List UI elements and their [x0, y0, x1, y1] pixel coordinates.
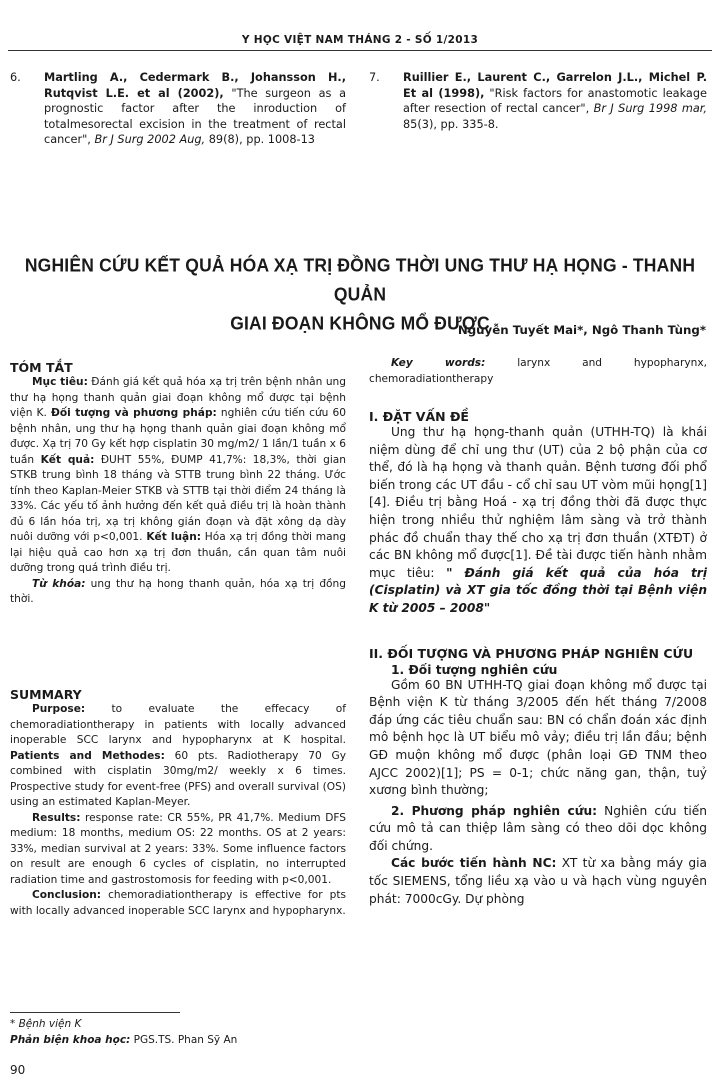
patients-methods-label: Patients and Methodes: [10, 749, 165, 762]
keywords-en-text: larynx and hypopharynx, chemoradiationtherapy [369, 357, 707, 385]
footnote-reviewer [10, 1034, 237, 1046]
reference-pages: 89(8), pp. 1008-13 [205, 133, 315, 146]
intro-heading: I. ĐẶT VẤN ĐỀ [369, 409, 469, 424]
intro-paragraph [369, 424, 707, 618]
abstract-en-conclusion [10, 888, 346, 919]
objective-label: Mục tiêu: [32, 376, 88, 388]
conclusion-label: Kết luận: [146, 531, 201, 543]
keywords-en [369, 356, 707, 387]
reference-authors: Ruillier E., Laurent C., Garrelon J.L., Michel P. Et al (1998), [403, 71, 707, 100]
methods-paragraph-2 [369, 803, 707, 856]
patients-methods-text: 60 pts. Radiotherapy 70 Gy combined with cisplatin 30mg/m2/ weekly x 6 times. Prospective study for event-free (PFS) and overall survival (OS) using an estimated Kaplan-Meyer. [10, 749, 346, 808]
abstract-vi-body [10, 375, 346, 577]
abstract-en-results [10, 811, 346, 889]
reviewer-name: PGS.TS. Phan Sỹ An [130, 1034, 238, 1046]
keywords-vi [10, 577, 346, 608]
results-en-text: response rate: CR 55%, PR 41,7%. Medium DFS medium: 18 months, medium OS: 22 months. OS at 2 years: 33%, median survival at 2 years: 33%. Some influence factors on result are enough 6 cycles of cisplatin, no interrupted radiation time and gastrostomosis for feeding with p<0,001. [10, 811, 346, 886]
running-header: Y HỌC VIỆT NAM THÁNG 2 - SỐ 1/2013 [241, 34, 479, 46]
reference-authors: Martling A., Cedermark B., Johansson H., Rutqvist L.E. et al (2002), [44, 71, 346, 100]
methods-heading: II. ĐỐI TƯỢNG VÀ PHƯƠNG PHÁP NGHIÊN CỨU [369, 645, 694, 661]
methods-subheading-2: 2. Phương pháp nghiên cứu: [391, 803, 597, 818]
header-rule [8, 50, 712, 51]
results-en-label: Results: [32, 811, 81, 824]
abstract-en [10, 687, 346, 919]
keywords-en-label: Key words: [391, 357, 486, 369]
footnote-rule [10, 1012, 180, 1013]
methods-paragraph-3 [369, 855, 707, 908]
reviewer-label: Phản biện khoa học: [10, 1034, 131, 1046]
article-title-line-1: NGHIÊN CỨU KẾT QUẢ HÓA XẠ TRỊ ĐỒNG THỜI UNG THƯ HẠ HỌNG - THANH QUẢN [24, 254, 696, 305]
abstract-en-heading: SUMMARY [10, 687, 82, 702]
article-authors: Nguyễn Tuyết Mai*, Ngô Thanh Tùng* [457, 323, 706, 337]
keywords-vi-label: Từ khóa: [32, 577, 86, 590]
methods-paragraph-2-text: Nghiên cứu tiến cứu mô tả can thiệp lâm sàng có theo dõi dọc không đối chứng. [369, 803, 707, 853]
reference-journal: Br J Surg 1998 mar, [593, 102, 707, 115]
steps-label: Các bước tiến hành NC: [391, 856, 557, 871]
abstract-en-purpose [10, 702, 346, 811]
keywords-vi-text: ung thư hạ hong thanh quản, hóa xạ trị đồng thời. [10, 577, 346, 605]
reference-journal: Br J Surg 2002 Aug, [94, 133, 206, 146]
intro-text: Ung thư hạ họng-thanh quản (UTHH-TQ) là khái niệm dùng để chỉ ung thư (UT) của 2 bộ phận của cơ thể, đó là hạ họng và thanh quản. Bệnh tương đối phổ biến trong các UT đầu - cổ chỉ sau UT vòm mũi họng[1][4]. Điều trị bằng Hoá - xạ trị đồng thời đã được thực hiện trong nhiều thử nghiệm lâm sàng và trở thành phác đồ chuẩn thay thế cho xạ trị đơn thuần (XTĐT) ở các BN không mổ được[1]. Đề tài được tiến hành nhằm mục tiêu: [369, 425, 707, 580]
results-text: ĐUHT 55%, ĐUMP 41,7%: 18,3%, thời gian STKB trung bình 18 tháng và STTB trung bình 22 tháng. Ước tính theo Kaplan-Meier STKB và STTB tại thời điểm 24 tháng là 33%. Các yếu tố ảnh hưởng đến kết quả điều trị là hoàn thành đủ 6 lần hóa trị, xạ trị không gián đoạn và đặt xông dạ dày nuôi dưỡng với p<0,001. [10, 453, 346, 543]
right-column [369, 356, 707, 908]
conclusion-en-label: Conclusion: [32, 889, 102, 901]
page-number: 90 [10, 1063, 26, 1077]
reference-7 [369, 70, 707, 132]
reference-number: 7. [369, 71, 380, 84]
methods-paragraph-1: Gồm 60 BN UTHH-TQ giai đoạn không mổ được tại Bệnh viện K từ tháng 3/2005 đến hết tháng 7/2008 đáp ứng các tiêu chuẩn sau: BN có chẩn đoán xác định mô bệnh học là UT biểu mô vảy; điều trị lần đầu; bệnh GĐ muộn không mổ được (phân loại GĐ TNM theo AJCC 2002)[1]; PS = 0-1; chức năng gan, thận, tuỷ xương bình thường; [369, 677, 707, 798]
abstract-vi-heading: TÓM TẮT [10, 360, 73, 375]
abstract-vi [10, 360, 346, 608]
purpose-label: Purpose: [32, 703, 86, 715]
steps-text: XT từ xa bằng máy gia tốc SIEMENS, tổng liều xạ vào u và hạch vùng nguyên phát: 7000cGy. Dự phòng [369, 856, 707, 906]
intro-aim: " Đánh giá kết quả của hóa trị (Cisplatin) và XT gia tốc đồng thời tại Bệnh viện K từ 2005 – 2008" [369, 565, 707, 615]
reference-number: 6. [10, 71, 21, 84]
reference-6 [10, 70, 346, 148]
article-title-line-2: GIAI ĐOẠN KHÔNG MỔ ĐƯỢC [230, 312, 490, 334]
reference-title: "The surgeon as a prognostic factor after the inroduction of totalmesorectal excision in the treatment of rectal cancer", [44, 86, 346, 146]
methods-subheading-1: 1. Đối tượng nghiên cứu [391, 662, 558, 677]
conclusion-text: Hóa xạ trị đồng thời mang lại hiệu quả cao hơn xạ trị đơn thuần, cần quan tâm nuôi dưỡng trong quá trình điều trị. [10, 531, 347, 574]
purpose-text: to evaluate the effecacy of chemoradiationtherapy in patients with locally advanced inoperable SCC larynx and hypopharynx at K hospital. [10, 703, 346, 746]
methods-text: nghiên cứu tiến cứu 60 bệnh nhân, ung thư hạ họng thanh quản giai đoạn không mổ được. Xạ trị 70 Gy kết hợp cisplatin 30 mg/m2/ 1 lần/1 tuần x 6 tuần [10, 407, 346, 466]
reference-pages: 85(3), pp. 335-8. [403, 117, 499, 131]
conclusion-en-text: chemoradiationtherapy is effective for pts with locally advanced inoperable SCC larynx and hypopharynx. [10, 889, 346, 917]
footnote-affiliation: * Bệnh viện K [10, 1018, 82, 1030]
results-label: Kết quả: [40, 453, 95, 466]
methods-label: Đối tượng và phương pháp: [51, 407, 217, 419]
objective-text: Đánh giá kết quả hóa xạ trị trên bệnh nhân ung thư hạ họng thanh quản giai đoạn không mổ được tại bệnh viện K. [10, 376, 346, 419]
reference-title: "Risk factors for anastomotic leakage after resection of rectal cancer", [403, 86, 707, 115]
